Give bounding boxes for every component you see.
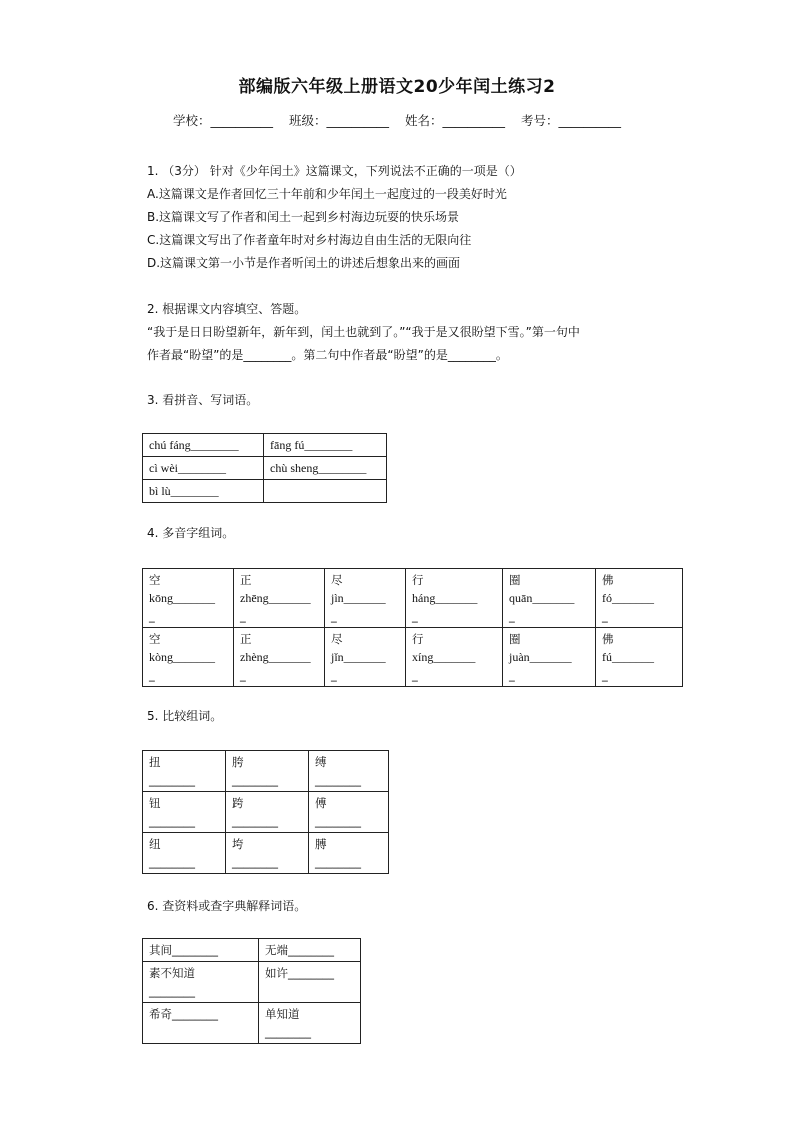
polyphone-pinyin-blank: zhèng_______	[240, 650, 311, 664]
compare-cell[interactable]	[143, 751, 226, 792]
compare-char: 垮	[232, 837, 244, 851]
polyphone-cell[interactable]	[325, 569, 406, 628]
polyphone-blank-tail: _	[509, 609, 515, 623]
question-5-stem-text: 5. 比较组词。	[147, 709, 223, 723]
table-row	[143, 628, 683, 687]
compare-blank: ________	[315, 814, 361, 828]
pinyin-cell[interactable]: chù sheng________	[264, 457, 387, 480]
class-field[interactable]: 班级：__________	[288, 113, 389, 128]
polyphone-blank-tail: _	[240, 668, 246, 682]
table-row	[143, 480, 387, 503]
question-1	[147, 160, 522, 275]
polyphone-char: 佛	[602, 632, 614, 646]
polyphone-cell[interactable]	[596, 569, 683, 628]
polyphone-pinyin-blank: zhēng_______	[240, 591, 311, 605]
polyphone-cell[interactable]	[143, 628, 234, 687]
table-row	[143, 962, 361, 1003]
compare-cell[interactable]	[143, 833, 226, 874]
polyphone-cell[interactable]	[143, 569, 234, 628]
compare-cell[interactable]	[309, 833, 389, 874]
table-row	[143, 939, 361, 962]
polyphone-char: 尽	[331, 573, 343, 587]
question-3-stem-text: 3. 看拼音、写词语。	[147, 393, 259, 407]
question-1-option-b[interactable]: B.这篇课文写了作者和闰土一起到乡村海边玩耍的快乐场景	[147, 210, 460, 224]
definition-word: 其间________	[149, 943, 218, 957]
polyphone-char: 行	[412, 632, 424, 646]
table-row	[143, 1003, 361, 1044]
page-title: 部编版六年级上册语文20少年闰土练习2	[238, 77, 556, 97]
compare-words-table	[142, 750, 389, 874]
polyphone-pinyin-blank: fú_______	[602, 650, 654, 664]
polyphone-pinyin-blank: fó_______	[602, 591, 654, 605]
compare-cell[interactable]	[226, 792, 309, 833]
polyphone-cell[interactable]	[325, 628, 406, 687]
compare-char: 膊	[315, 837, 327, 851]
polyphone-blank-tail: _	[412, 609, 418, 623]
compare-blank: ________	[315, 855, 361, 869]
definition-word: 如许________	[265, 966, 334, 980]
compare-blank: ________	[149, 773, 195, 787]
table-row	[143, 457, 387, 480]
compare-blank: ________	[232, 773, 278, 787]
table-row	[143, 569, 683, 628]
polyphone-cell[interactable]	[503, 569, 596, 628]
polyphone-char: 行	[412, 573, 424, 587]
polyphone-char: 尽	[331, 632, 343, 646]
compare-char: 傅	[315, 796, 327, 810]
compare-blank: ________	[149, 814, 195, 828]
pinyin-cell[interactable]: fāng fú________	[264, 434, 387, 457]
question-5-stem	[147, 705, 222, 728]
definition-blank: ________	[265, 1025, 311, 1039]
name-field[interactable]: 姓名：__________	[404, 113, 505, 128]
pinyin-cell[interactable]: bì lù________	[143, 480, 264, 503]
compare-cell[interactable]	[226, 833, 309, 874]
polyphone-pinyin-blank: jìn_______	[331, 591, 386, 605]
pinyin-words-table	[142, 433, 387, 503]
table-row	[143, 833, 389, 874]
definition-word: 素不知道	[149, 966, 195, 980]
compare-cell[interactable]	[226, 751, 309, 792]
question-4-stem	[147, 522, 234, 545]
question-1-option-a[interactable]: A.这篇课文是作者回忆三十年前和少年闰土一起度过的一段美好时光	[147, 187, 507, 201]
polyphone-pinyin-blank: kōng_______	[149, 591, 215, 605]
table-row	[143, 751, 389, 792]
definition-cell[interactable]	[259, 939, 361, 962]
question-2-line-2[interactable]: 作者最“盼望”的是________。第二句中作者最“盼望”的是________。	[147, 348, 508, 362]
question-1-option-c[interactable]: C.这篇课文写出了作者童年时对乡村海边自由生活的无限向往	[147, 233, 472, 247]
question-3-stem	[147, 389, 258, 412]
polyphone-char: 圈	[509, 573, 521, 587]
polyphone-blank-tail: _	[602, 668, 608, 682]
definition-blank: ________	[149, 984, 195, 998]
polyphone-cell[interactable]	[406, 569, 503, 628]
compare-blank: ________	[149, 855, 195, 869]
polyphone-cell[interactable]	[596, 628, 683, 687]
compare-blank: ________	[315, 773, 361, 787]
compare-blank: ________	[232, 855, 278, 869]
polyphone-blank-tail: _	[509, 668, 515, 682]
definition-cell[interactable]	[259, 962, 361, 1003]
school-field[interactable]: 学校：__________	[172, 113, 273, 128]
table-row	[143, 792, 389, 833]
polyphone-char: 空	[149, 632, 161, 646]
polyphone-blank-tail: _	[412, 668, 418, 682]
pinyin-cell-empty	[264, 480, 387, 503]
compare-char: 扭	[149, 755, 161, 769]
polyphone-blank-tail: _	[602, 609, 608, 623]
compare-char: 纽	[149, 837, 161, 851]
polyphone-table	[142, 568, 683, 687]
polyphone-blank-tail: _	[149, 668, 155, 682]
polyphone-blank-tail: _	[331, 668, 337, 682]
definition-cell[interactable]	[143, 962, 259, 1003]
polyphone-pinyin-blank: kòng_______	[149, 650, 215, 664]
compare-char: 缚	[315, 755, 327, 769]
question-6-stem	[147, 895, 306, 918]
definition-word: 单知道	[265, 1007, 300, 1021]
definition-word: 无端________	[265, 943, 334, 957]
question-1-option-d[interactable]: D.这篇课文第一小节是作者听闰土的讲述后想象出来的画面	[147, 256, 461, 270]
question-2	[147, 298, 580, 367]
question-4-stem-text: 4. 多音字组词。	[147, 526, 235, 540]
word-definition-table	[142, 938, 361, 1044]
polyphone-cell[interactable]	[503, 628, 596, 687]
definition-cell[interactable]	[259, 1003, 361, 1044]
compare-blank: ________	[232, 814, 278, 828]
polyphone-cell[interactable]	[234, 569, 325, 628]
polyphone-pinyin-blank: háng_______	[412, 591, 478, 605]
polyphone-char: 正	[240, 573, 252, 587]
compare-char: 跨	[232, 796, 244, 810]
student-info-line	[0, 111, 794, 129]
table-row	[143, 434, 387, 457]
pinyin-cell[interactable]: cì wèi________	[143, 457, 264, 480]
pinyin-cell[interactable]: chú fáng________	[143, 434, 264, 457]
polyphone-blank-tail: _	[149, 609, 155, 623]
polyphone-pinyin-blank: xíng_______	[412, 650, 476, 664]
polyphone-pinyin-blank: juàn_______	[509, 650, 572, 664]
question-1-stem: 1. （3分） 针对《少年闰土》这篇课文，下列说法不正确的一项是（）	[147, 164, 522, 178]
question-2-stem: 2. 根据课文内容填空、答题。	[147, 302, 307, 316]
polyphone-blank-tail: _	[331, 609, 337, 623]
polyphone-blank-tail: _	[240, 609, 246, 623]
polyphone-cell[interactable]	[234, 628, 325, 687]
compare-char: 钮	[149, 796, 161, 810]
definition-word: 希奇________	[149, 1007, 218, 1021]
compare-char: 胯	[232, 755, 244, 769]
polyphone-pinyin-blank: quān_______	[509, 591, 575, 605]
polyphone-char: 正	[240, 632, 252, 646]
polyphone-char: 圈	[509, 632, 521, 646]
compare-cell[interactable]	[309, 792, 389, 833]
compare-cell[interactable]	[143, 792, 226, 833]
exam-number-field[interactable]: 考号：__________	[520, 113, 621, 128]
question-6-stem-text: 6. 查资料或查字典解释词语。	[147, 899, 307, 913]
question-2-line-1: “我于是日日盼望新年，新年到，闰土也就到了。”“我于是又很盼望下雪。”第一句中	[147, 325, 580, 339]
definition-cell[interactable]	[143, 1003, 259, 1044]
compare-cell[interactable]	[309, 751, 389, 792]
polyphone-pinyin-blank: jǐn_______	[331, 650, 386, 664]
polyphone-char: 佛	[602, 573, 614, 587]
polyphone-char: 空	[149, 573, 161, 587]
polyphone-cell[interactable]	[406, 628, 503, 687]
definition-cell[interactable]	[143, 939, 259, 962]
